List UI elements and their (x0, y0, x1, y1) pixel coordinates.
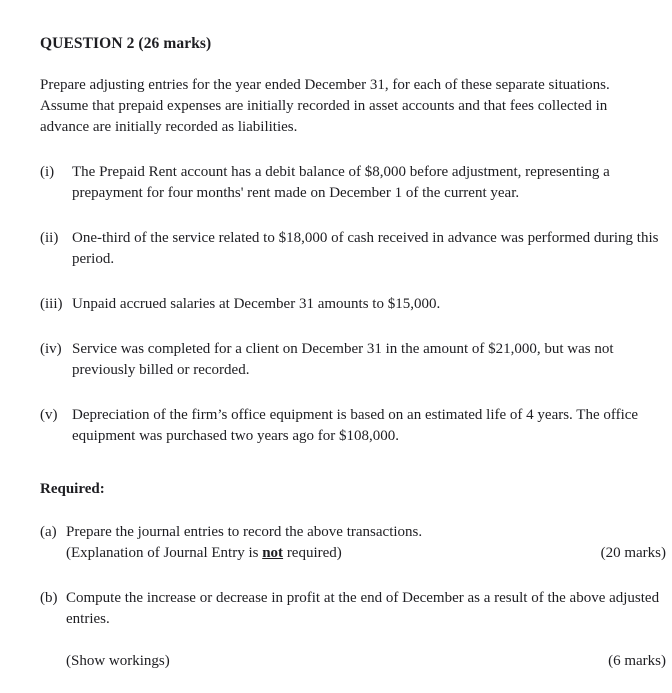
situations-list (40, 162, 659, 447)
list-item-situation-ii (40, 228, 672, 270)
requirement-a-note-row (66, 543, 666, 564)
list-marker: (b) (40, 590, 58, 606)
list-marker: (iv) (40, 341, 62, 357)
list-marker: (v) (40, 407, 58, 423)
list-marker: (iii) (40, 296, 63, 312)
requirement-b-note: (Show workings) (66, 653, 170, 669)
requirement-a-main: Prepare the journal entries to record the above transactions. (66, 524, 423, 540)
list-item-text: The Prepaid Rent account has a debit balance of $8,000 before adjustment, representing a prepayment for four months' rent made on December 1 of the current year. (72, 164, 610, 201)
question-intro-paragraph: Prepare adjusting entries for the year ended December 31, for each of these separate situations. Assume that prepaid expenses are initially recorded in asset accounts and that fees collected in advance are initially recorded as liabilities. (40, 77, 610, 135)
requirement-a-note-after: required) (283, 545, 342, 561)
list-marker: (a) (40, 524, 57, 540)
list-item-text: Unpaid accrued salaries at December 31 amounts to $15,000. (72, 296, 441, 312)
list-item-text: Service was completed for a client on December 31 in the amount of $21,000, but was not previously billed or recorded. (72, 341, 614, 378)
requirement-b-main: Compute the increase or decrease in profit at the end of December as a result of the above adjusted entries. (66, 590, 660, 627)
list-item-situation-i (40, 162, 672, 204)
marks-allocation: (6 marks) (608, 653, 666, 669)
spacer (66, 630, 666, 651)
list-marker: (i) (40, 164, 55, 180)
requirement-b-note-row (66, 651, 666, 672)
requirement-a-note-emphasis: not (262, 545, 284, 561)
list-item-requirement-b (40, 588, 666, 672)
list-item-text (66, 522, 666, 564)
list-marker: (ii) (40, 230, 59, 246)
marks-allocation: (20 marks) (600, 545, 666, 561)
list-item-text: Depreciation of the firm’s office equipment is based on an estimated life of 4 years. The office equipment was purchased two years ago for $108,000. (72, 407, 639, 444)
requirement-a-note-before: (Explanation of Journal Entry is (66, 545, 263, 561)
requirements-list (40, 522, 666, 672)
list-item-situation-iv (40, 339, 672, 381)
list-item-situation-iii (40, 294, 672, 315)
required-heading: Required: (40, 481, 105, 497)
list-item-text (66, 588, 666, 672)
list-item-text: One-third of the service related to $18,000 of cash received in advance was performed during this period. (72, 230, 659, 267)
list-item-situation-v (40, 405, 672, 447)
list-item-requirement-a (40, 522, 666, 564)
question-heading: QUESTION 2 (26 marks) (40, 35, 212, 52)
